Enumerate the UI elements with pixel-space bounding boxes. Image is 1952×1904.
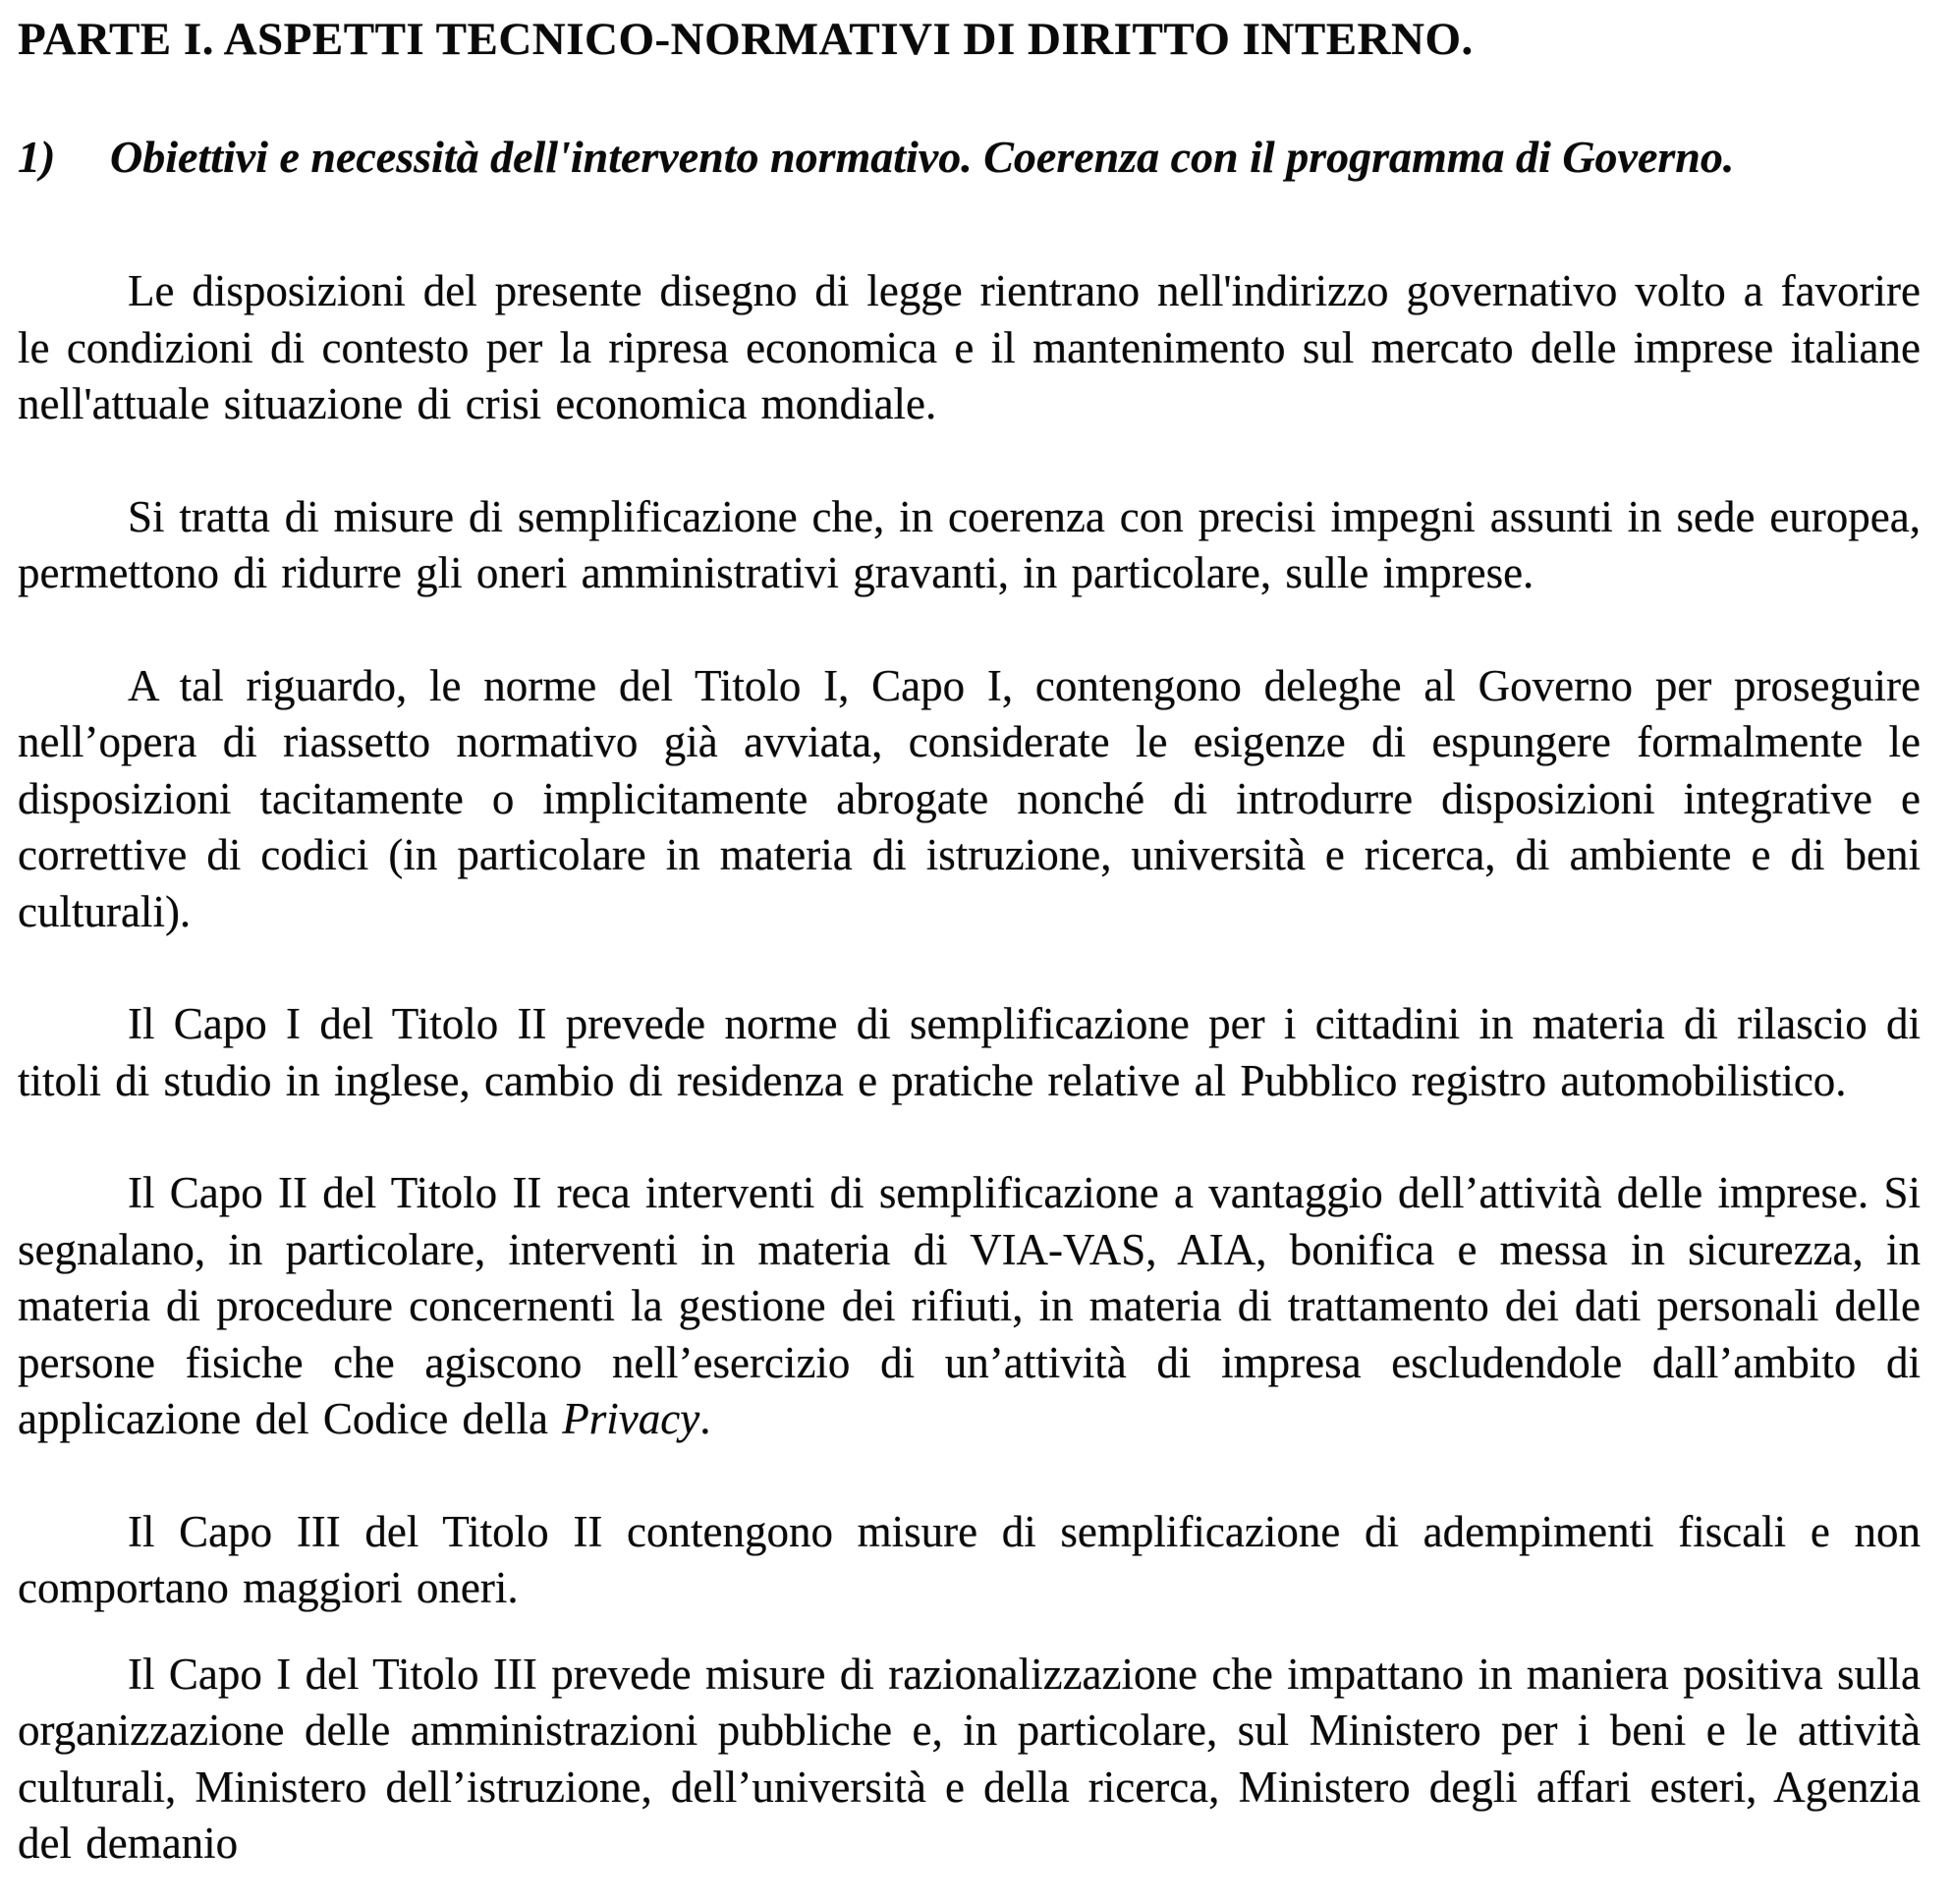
paragraph-6: Il Capo III del Titolo II contengono misure di semplificazione di adempimenti fiscali e non comportano maggiori oneri.	[18, 1506, 1921, 1612]
section-heading-text: Obiettivi e necessità dell'intervento normativo. Coerenza con il programma di Governo.	[110, 132, 1735, 182]
paragraph-5	[18, 1165, 1921, 1448]
paragraph-7: Il Capo I del Titolo III prevede misure di razionalizzazione che impattano in maniera positiva sulla organizzazione delle amministrazioni pubbliche e, in particolare, sul Ministero per i beni e le attività culturali, Ministero dell’istruzione, dell’università e della ricerca, Ministero degli affari esteri, Agenzia del demanio	[18, 1649, 1921, 1868]
section-number: 1)	[18, 132, 56, 182]
section-heading	[18, 130, 1921, 185]
paragraph-5-text: Il Capo II del Titolo II reca interventi di semplificazione a vantaggio dell’attività delle imprese. Si segnalano, in particolare, interventi in materia di VIA-VAS, AIA, bonifica e messa in sicurezza, in materia di procedure concernenti la gestione dei rifiuti, in materia di trattamento dei dati personali delle persone fisiche che agiscono nell’esercizio di un’attività di impresa escludendole dall’ambito di applicazione del Codice della	[18, 1168, 1921, 1443]
paragraph-2: Si tratta di misure di semplificazione che, in coerenza con precisi impegni assunti in sede europea, permettono di ridurre gli oneri amministrativi gravanti, in particolare, sulle imprese.	[18, 491, 1921, 597]
paragraph-5-period: .	[699, 1394, 711, 1443]
document-title: PARTE I. ASPETTI TECNICO-NORMATIVI DI DIRITTO INTERNO.	[18, 14, 1474, 65]
paragraph-4: Il Capo I del Titolo II prevede norme di semplificazione per i cittadini in materia di rilascio di titoli di studio in inglese, cambio di residenza e pratiche relative al Pubblico registro automobilistico.	[18, 999, 1921, 1105]
paragraph-3: A tal riguardo, le norme del Titolo I, Capo I, contengono deleghe al Governo per proseguire nell’opera di riassetto normativo già avviata, considerate le esigenze di espungere formalmente le disposizioni tacitamente o implicitamente abrogate nonché di introdurre disposizioni integrative e correttive di codici (in particolare in materia di istruzione, università e ricerca, di ambiente e di beni culturali).	[18, 660, 1921, 936]
paragraph-5-italic-term: Privacy	[562, 1394, 700, 1443]
document-body	[18, 263, 1921, 1873]
paragraph-1: Le disposizioni del presente disegno di legge rientrano nell'indirizzo governativo volto a favorire le condizioni di contesto per la ripresa economica e il mantenimento sul mercato delle imprese italiane nell'attuale situazione di crisi economica mondiale.	[18, 266, 1921, 428]
